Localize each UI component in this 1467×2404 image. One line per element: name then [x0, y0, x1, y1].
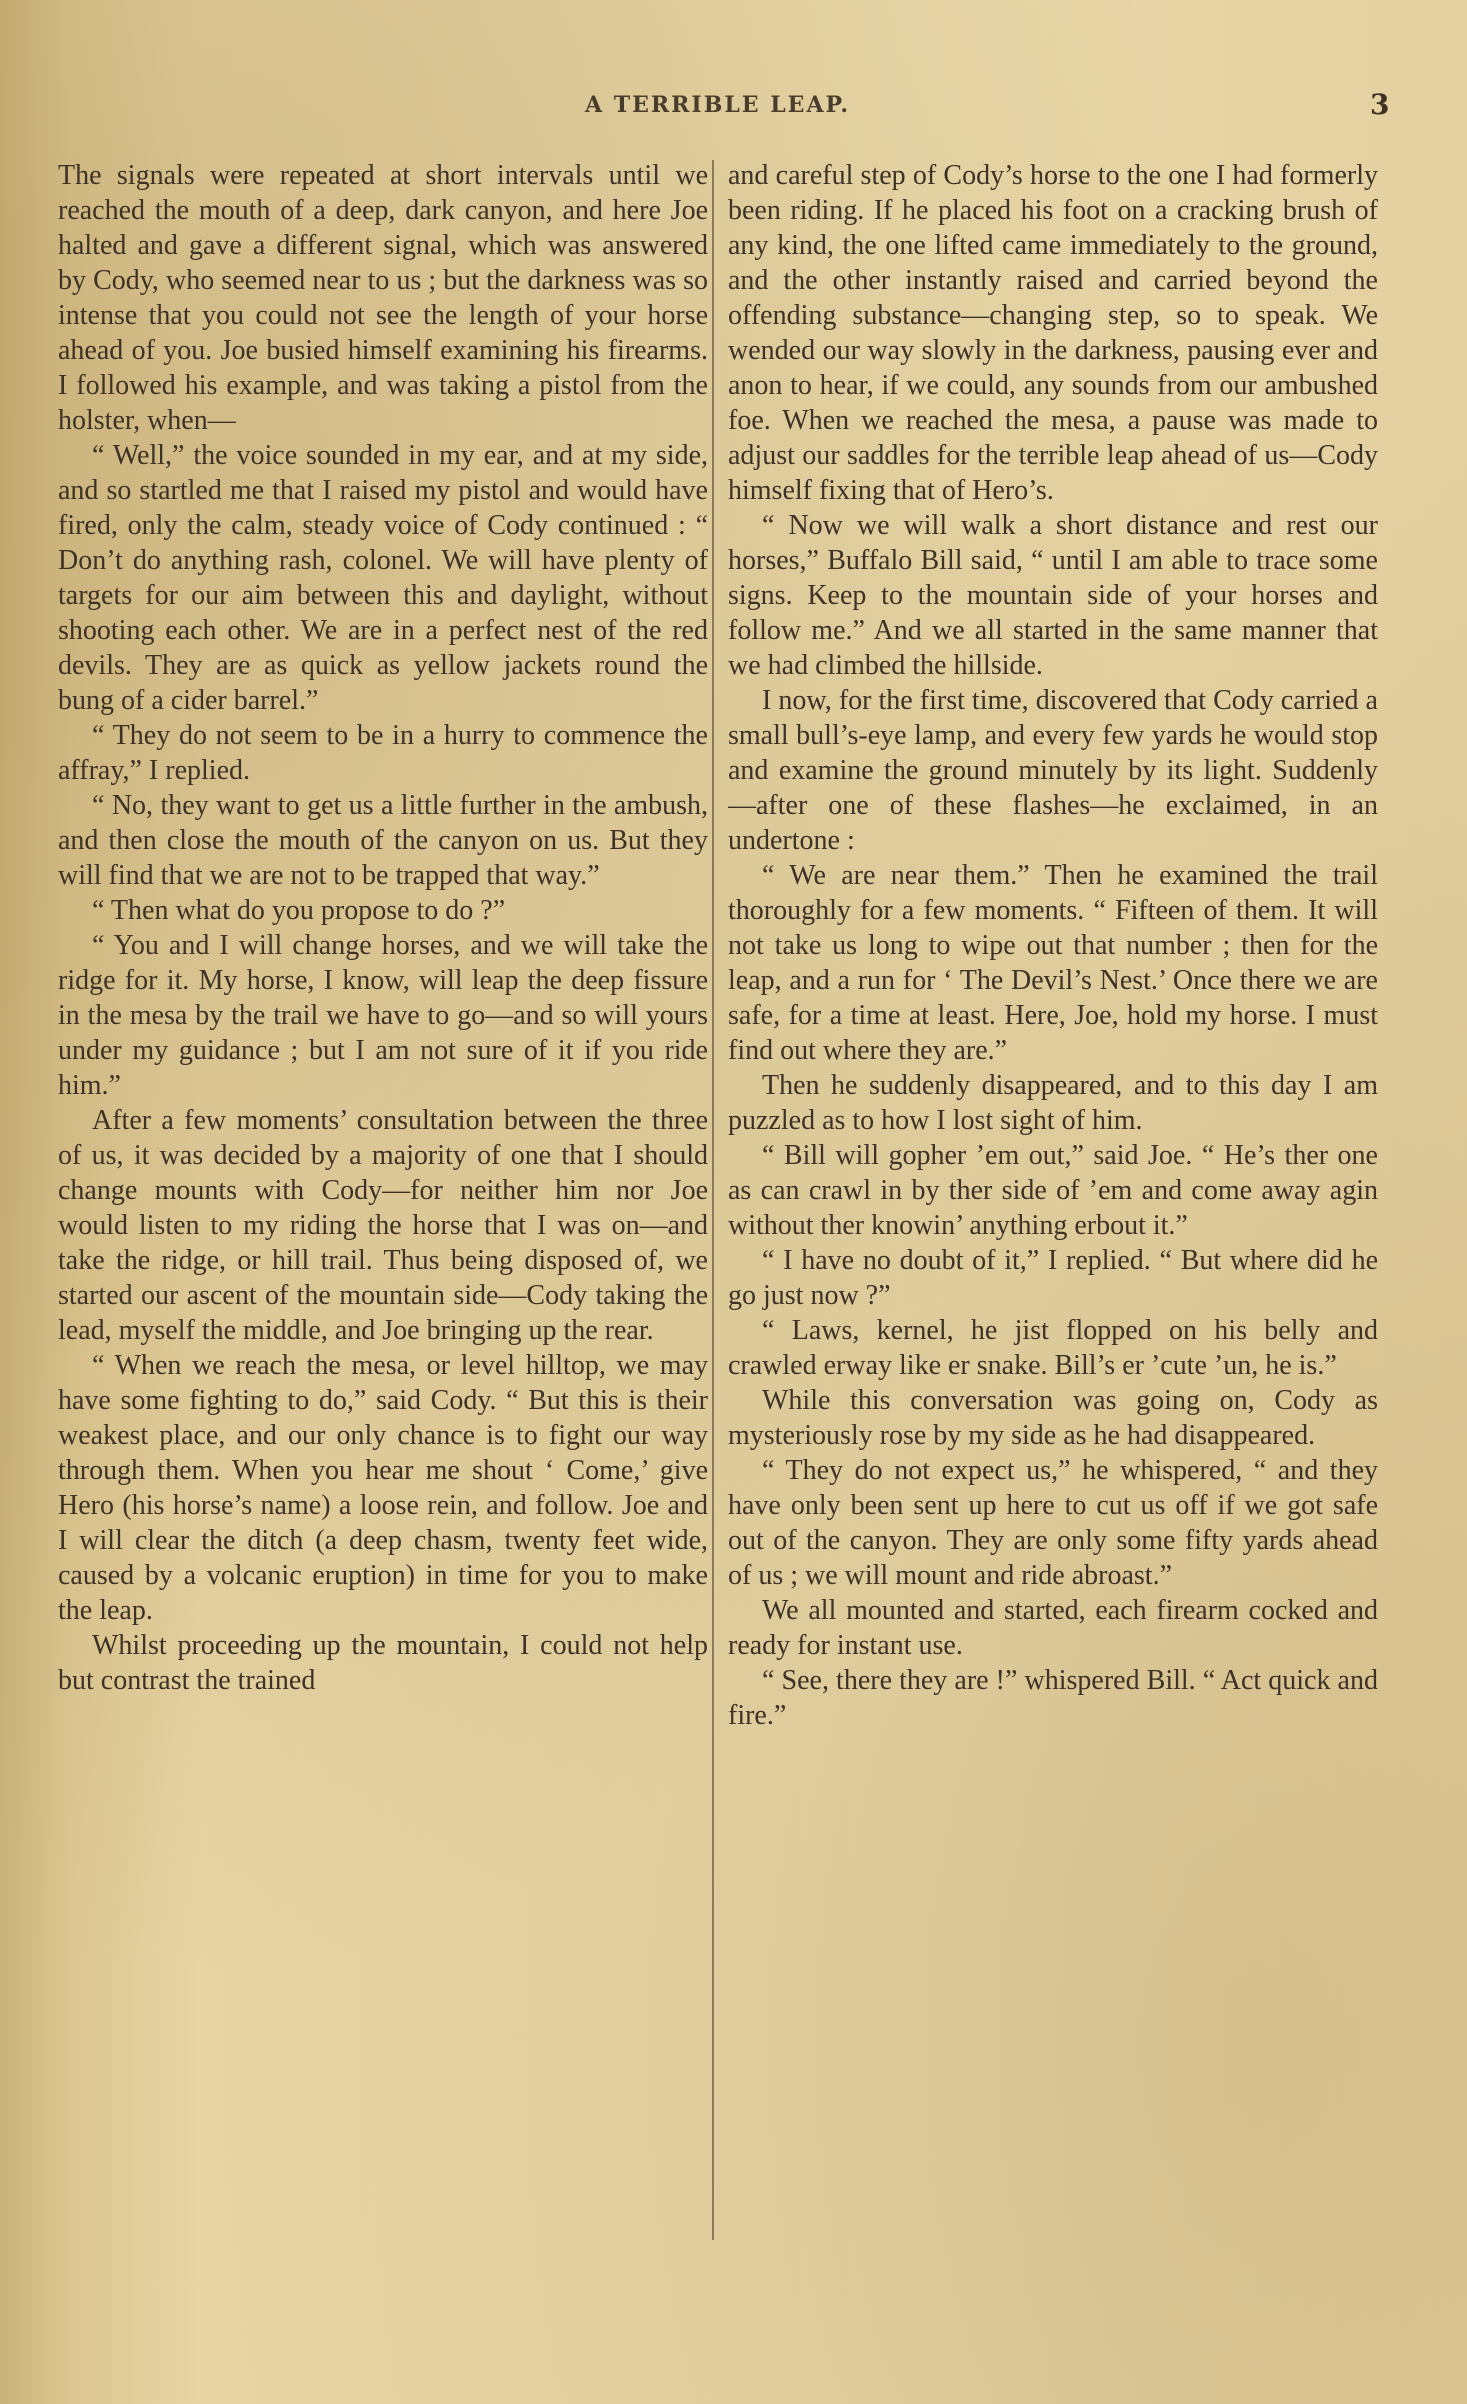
paragraph: After a few moments’ consultation between the three of us, it was decided by a majority of one that I should change mounts with Cody—for neither him nor Joe would listen to my riding the horse that I was on—and take the ridge, or hill trail. Thus being disposed of, we started our ascent of the mountain side—Cody taking the lead, myself the middle, and Joe bringing up the rear.	[58, 1105, 708, 1346]
paragraph: “ They do not expect us,” he whispered, “ and they have only been sent up here to cut us off if we got safe out of the canyon. They are only some fifty yards ahead of us ; we will mount and ride abroast.”	[728, 1455, 1378, 1591]
paragraph: “ No, they want to get us a little further in the ambush, and then close the mouth of the canyon on us. But they will find that we are not to be trapped that way.”	[58, 790, 708, 891]
paragraph: The signals were repeated at short intervals until we reached the mouth of a deep, dark canyon, and here Joe halted and gave a different signal, which was answered by Cody, who seemed near to us ; but the darkness was so intense that you could not see the length of your horse ahead of you. Joe busied himself examining his firearms. I followed his example, and was taking a pistol from the holster, when—	[58, 160, 708, 436]
paragraph: While this conversation was going on, Cody as mysteriously rose by my side as he had disappeared.	[728, 1385, 1378, 1451]
paragraph: “ When we reach the mesa, or level hilltop, we may have some fighting to do,” said Cody. “ But this is their weakest place, and our only chance is to fight our way through them. When you hear me shout ‘ Come,’ give Hero (his horse’s name) a loose rein, and follow. Joe and I will clear the ditch (a deep chasm, twenty feet wide, caused by a volcanic eruption) in time for you to make the leap.	[58, 1350, 708, 1626]
paragraph: I now, for the first time, discovered that Cody carried a small bull’s-eye lamp, and every few yards he would stop and examine the ground minutely by its light. Suddenly—after one of these flashes—he exclaimed, in an undertone :	[728, 685, 1378, 856]
paragraph: We all mounted and started, each firearm cocked and ready for instant use.	[728, 1595, 1378, 1661]
left-text-column	[58, 158, 708, 2258]
paragraph: “ They do not seem to be in a hurry to commence the affray,” I replied.	[58, 720, 708, 786]
paragraph: Then he suddenly disappeared, and to this day I am puzzled as to how I lost sight of him.	[728, 1070, 1378, 1136]
column-divider	[712, 160, 714, 2240]
paragraph: “ Then what do you propose to do ?”	[92, 895, 506, 926]
page-number: 3	[1370, 88, 1390, 121]
running-title: A TERRIBLE LEAP.	[585, 92, 851, 118]
page-header	[0, 88, 1467, 132]
paragraph: Whilst proceeding up the mountain, I could not help but contrast the trained	[58, 1630, 708, 1696]
paragraph: “ Well,” the voice sounded in my ear, and at my side, and so startled me that I raised my pistol and would have fired, only the calm, steady voice of Cody continued : “ Don’t do anything rash, colonel. We will have plenty of targets for our aim between this and daylight, without shooting each other. We are in a perfect nest of the red devils. They are as quick as yellow jackets round the bung of a cider barrel.”	[58, 440, 708, 716]
paragraph: “ I have no doubt of it,” I replied. “ But where did he go just now ?”	[728, 1245, 1378, 1311]
paragraph: and careful step of Cody’s horse to the one I had formerly been riding. If he placed his foot on a cracking brush of any kind, the one lifted came immediately to the ground, and the other instantly raised and carried beyond the offending substance—changing step, so to speak. We wended our way slowly in the darkness, pausing ever and anon to hear, if we could, any sounds from our ambushed foe. When we reached the mesa, a pause was made to adjust our saddles for the terrible leap ahead of us—Cody himself fixing that of Hero’s.	[728, 160, 1378, 506]
paragraph: “ Bill will gopher ’em out,” said Joe. “ He’s ther one as can crawl in by ther side of ’em and come away agin without ther knowin’ anything erbout it.”	[728, 1140, 1378, 1241]
paragraph: “ Laws, kernel, he jist flopped on his belly and crawled erway like er snake. Bill’s er ’cute ’un, he is.”	[728, 1315, 1378, 1381]
paragraph: “ You and I will change horses, and we will take the ridge for it. My horse, I know, will leap the deep fissure in the mesa by the trail we have to go—and so will yours under my guidance ; but I am not sure of it if you ride him.”	[58, 930, 708, 1101]
paragraph: “ See, there they are !” whispered Bill. “ Act quick and fire.”	[728, 1665, 1378, 1731]
paragraph: “ We are near them.” Then he examined the trail thoroughly for a few moments. “ Fifteen of them. It will not take us long to wipe out that number ; then for the leap, and a run for ‘ The Devil’s Nest.’ Once there we are safe, for a time at least. Here, Joe, hold my horse. I must find out where they are.”	[728, 860, 1378, 1066]
right-text-column	[728, 158, 1378, 2258]
paragraph: “ Now we will walk a short distance and rest our horses,” Buffalo Bill said, “ until I am able to trace some signs. Keep to the mountain side of your horses and follow me.” And we all started in the same manner that we had climbed the hillside.	[728, 510, 1378, 681]
